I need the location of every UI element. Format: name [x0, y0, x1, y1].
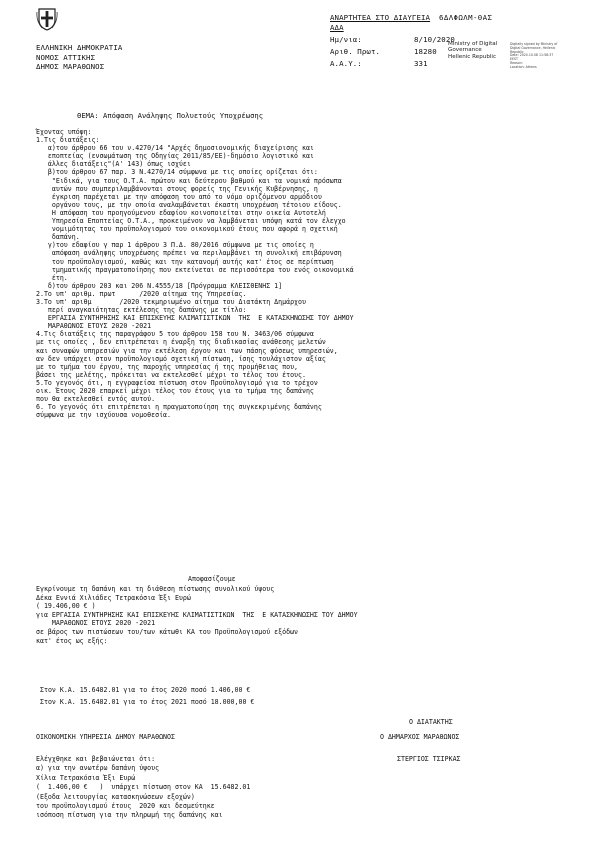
sig-detail: Republic: [510, 49, 524, 54]
body-line: βάσει της μελέτης, πρόκειται να εκτελεσθεί μέχρι το τέλος του έτους.: [36, 370, 306, 379]
decision-line: ΜΑΡΑΘΩΝΟΣ ΕΤΟΥΣ 2020 -2021: [36, 619, 156, 628]
decision-line: ( 19.406,00 € ): [36, 602, 96, 611]
digital-signer: [448, 41, 497, 60]
anartitea-label: ΑΝΑΡΤΗΤΕΑ ΣΤΟ ΔΙΑΥΓΕΙΑ: [330, 13, 431, 22]
body-line: 6. Το γεγονός ότι επιτρέπεται η πραγματοποίηση της συγκεκριμένης δαπάνης: [36, 403, 322, 412]
decision-block: [36, 585, 358, 645]
ada-label: ΑΔΑ: [330, 23, 344, 32]
sig-detail: Digitally signed by Ministry of: [510, 42, 558, 46]
body-line: γ)του εδαφίου γ παρ 1 άρθρου 3 Π.Δ. 80/2016 σύμφωνα με τις οποίες η: [36, 241, 314, 250]
decision-line: για ΕΡΓΑΣΙΑ ΣΥΝΤΗΡΗΣΗΣ ΚΑΙ ΕΠΙΣΚΕΥΗΣ ΚΛΙΜΑΤΙΣΤΙΚΩΝ ΤΗΣ Ε ΚΑΤΑΣΚΗΝΩΣΗΣ ΤΟΥ ΔΗΜΟΥ: [36, 610, 358, 619]
body-line: α)του άρθρου 66 του ν.4270/14 "Αρχές δημοσιονομικής διαχείρισης και: [36, 144, 314, 153]
authority-block: [36, 43, 122, 72]
authority-line: ΔΗΜΟΣ ΜΑΡΑΘΩΝΟΣ: [36, 62, 105, 72]
date-label: Ημ/νια:: [330, 35, 362, 44]
signer-line: Ministry of Digital: [448, 41, 498, 47]
authority-line: ΝΟΜΟΣ ΑΤΤΙΚΗΣ: [36, 52, 96, 62]
body-line: έτη.: [36, 273, 68, 282]
body-line: με τις οποίες , δεν επιτρέπεται η έναρξη της διαδικασίας ανάθεσης μελετών: [36, 338, 326, 347]
digital-signature-details: [510, 43, 557, 70]
body-line: αυτών που συμπεριλαμβάνονται στους φορείς της Γενικής Κυβέρνησης, η: [36, 184, 318, 193]
decision-line: σε βάρος των πιστώσεων του/των κάτωθι ΚΑ του Προϋπολογισμού εξόδων: [36, 627, 299, 636]
authority-line: ΕΛΛΗΝΙΚΗ ΔΗΜΟΚΡΑΤΙΑ: [36, 43, 123, 52]
verification-line: ( 1.406,00 € ) υπάρχει πίστωση στον ΚΑ 15.6482.01: [36, 783, 251, 792]
verification-line: Χίλια Τετρακόσια Έξι Ευρώ: [36, 773, 136, 782]
body-line: β)του άρθρου 67 παρ. 3 Ν.4270/14 σύμφωνα με τις οποίες ορίζεται ότι:: [36, 168, 318, 177]
verification-line: (Εξοδα λειτουργίας κατασκηνώσεων εξοχών): [36, 792, 195, 801]
body-line: δ)του άρθρου 203 και 206 Ν.4555/18 [Πρόγραμμα ΚΛΕΙΣΘΕΝΗΣ 1]: [36, 281, 283, 290]
verification-line: Ελέγχθηκε και βεβαιώνεται ότι:: [36, 755, 156, 763]
aay-label: Α.Α.Υ.:: [330, 59, 362, 68]
body-line: οργάνου τους, με την οποία αναλαμβάνεται έκαστη υποχρέωση τέτοιου είδους.: [36, 200, 342, 209]
body-line: 5.Το γεγονός ότι, η εγγραφείσα πίστωση στον Προϋπολογισμό για το τρέχον: [36, 378, 318, 387]
allocation-line: Στον Κ.Α. 15.6482.01 για το έτος 2020 ποσό 1.406,00 €: [40, 686, 251, 694]
body-line: δαπάνη.: [36, 233, 80, 242]
body-line: που θα εκτελεσθεί εντός αυτού.: [36, 395, 156, 404]
body-line: Η απόφαση του προηγούμενου εδαφίου κοινοποιείται στην οικεία Αυτοτελή: [36, 208, 326, 217]
body-line: απόφαση ανάληψης υποχρέωσης πρέπει να περιλαμβάνει τη συνολική επιβάρυνση: [36, 249, 342, 258]
body-line: νομιμότητας του προϋπολογισμού του οικονομικού έτους που αφορά η σχετική: [36, 225, 338, 234]
body-line: Έχοντας υπόψη:: [36, 128, 92, 136]
body-line: και συναφών υπηρεσιών για την εκτέλεση έργου και των πάσης φύσεως υπηρεσιών,: [36, 346, 338, 355]
hellenic-emblem-icon: [36, 7, 58, 31]
body-line: με το τμήμα του έργου, της παροχής υπηρεσίας ή της προμήθειας που,: [36, 362, 299, 371]
decision-line: Δέκα Εννιά Χιλιάδες Τετρακόσια Έξι Ευρώ: [36, 593, 191, 602]
body-line: αν δεν υπάρχει στον προϋπολογισμό σχετική πίστωση, ίσης τουλάχιστον αξίας: [36, 354, 326, 363]
allocation-line: Στον Κ.Α. 15.6482.01 για το έτος 2021 ποσό 18.000,00 €: [40, 697, 255, 706]
signer-line: Governance: [448, 47, 482, 54]
verification-line: του προϋπολογισμού έτους 2020 και δεσμεύτηκε: [36, 802, 215, 811]
body-line: Υπηρεσία Εποπτείας Ο.Τ.Α., προκειμένου να λαμβάνεται υπόψη κατά τον έλεγχο: [36, 217, 346, 226]
body-line: τμηματικής πραγματοποίησης που εκτείνεται σε περισσότερα του ενός οικονομικά: [36, 265, 354, 274]
sig-detail: EEST: [510, 57, 518, 62]
decision-heading: Αποφασίζουμε: [188, 575, 236, 583]
body-line: περί αναγκαιότητας εκτέλεσης της δαπάνης με τίτλο:: [36, 306, 247, 315]
considerations-block: [36, 128, 354, 419]
date-value: 8/10/2020: [414, 35, 455, 44]
sig-detail: Location: Athens: [510, 64, 537, 69]
body-line: έγκριση παρέχεται με την απόφαση του από το νόμο οριζόμενου αρμόδιου: [36, 192, 322, 201]
ada-code: 6ΔΛΦΩΛΜ-0ΑΣ: [439, 13, 493, 22]
body-line: του προϋπολογισμού, καθώς και την κατανομή αυτής κατ' έτος σε περίπτωση: [36, 257, 334, 266]
allocations-block: [40, 685, 254, 708]
protocol-value: 18280: [414, 47, 437, 56]
verification-line: ισόποση πίστωση για την πληρωμή της δαπάνης και: [36, 811, 223, 820]
body-line: 1.Τις διατάξεις:: [36, 136, 100, 145]
body-line: ΕΡΓΑΣΙΑ ΣΥΝΤΗΡΗΣΗΣ ΚΑΙ ΕΠΙΣΚΕΥΗΣ ΚΛΙΜΑΤΙΣΤΙΚΩΝ ΤΗΣ Ε ΚΑΤΑΣΚΗΝΩΣΗΣ ΤΟΥ ΔΗΜΟΥ: [36, 314, 354, 323]
protocol-label: Αριθ. Πρωτ.: [330, 47, 381, 56]
body-line: 4.Τις διατάξεις της παραγράφου 5 του άρθρου 158 του Ν. 3463/06 σύμφωνα: [36, 330, 314, 339]
body-line: "Ειδικά, για τους Ο.Τ.Α. πρώτου και δεύτερου βαθμού και τα νομικά πρόσωπα: [36, 176, 342, 185]
aay-value: 331: [414, 59, 428, 68]
signer-name: ΣΤΕΡΓΙΟΣ ΤΣΙΡΚΑΣ: [397, 755, 461, 763]
sig-detail: Date: 2020.10.08 11:58:37: [510, 53, 554, 58]
signer-role: Ο ΔΗΜΑΡΧΟΣ ΜΑΡΑΘΩΝΟΣ: [380, 733, 460, 741]
body-line: 3.Το υπ' αριθμ /2020 τεκμηριωμένο αίτημα του Διατάκτη Δημάρχου: [36, 297, 306, 306]
signer-line: Hellenic Republic: [448, 53, 497, 60]
subject-line: ΘΕΜΑ: Απόφαση Ανάληψης Πολυετούς Υποχρέωσης: [77, 111, 264, 120]
sig-detail: Reason:: [510, 60, 523, 65]
body-line: ΜΑΡΑΘΩΝΟΣ ΕΤΟΥΣ 2020 -2021: [36, 322, 152, 331]
body-line: οικ. Έτους 2020 επαρκεί μέχρι τέλος του έτους για το τμήμα της δαπάνης: [36, 387, 314, 395]
body-line: εποπτείας (ενσωμάτωση της Οδηγίας 2011/85/ΕΕ)-δημόσιο λογιστικό και: [36, 152, 314, 161]
body-line: σύμφωνα με την ισχύουσα νομοθεσία.: [36, 411, 171, 420]
decision-line: Εγκρίνουμε τη δαπάνη και τη διάθεση πίστωσης συνολικού ύψους: [36, 585, 275, 593]
verification-block: [36, 755, 250, 821]
body-line: άλλες διατάξεις"(Α' 143) όπως ισχύει: [36, 160, 191, 169]
signer-title: Ο ΔΙΑΤΑΚΤΗΣ: [409, 718, 453, 726]
body-line: 2.Το υπ' αριθμ. πρωτ /2020 αίτημα της Υπηρεσίας.: [36, 289, 247, 298]
financial-service: ΟΙΚΟΝΟΜΙΚΗ ΥΠΗΡΕΣΙΑ ΔΗΜΟΥ ΜΑΡΑΘΩΝΟΣ: [36, 733, 175, 741]
decision-line: κατ' έτος ως εξής:: [36, 636, 108, 645]
verification-line: α) για την ανωτέρω δαπάνη ύψους: [36, 764, 160, 773]
sig-detail: Digital Governance, Hellenic: [510, 45, 556, 50]
